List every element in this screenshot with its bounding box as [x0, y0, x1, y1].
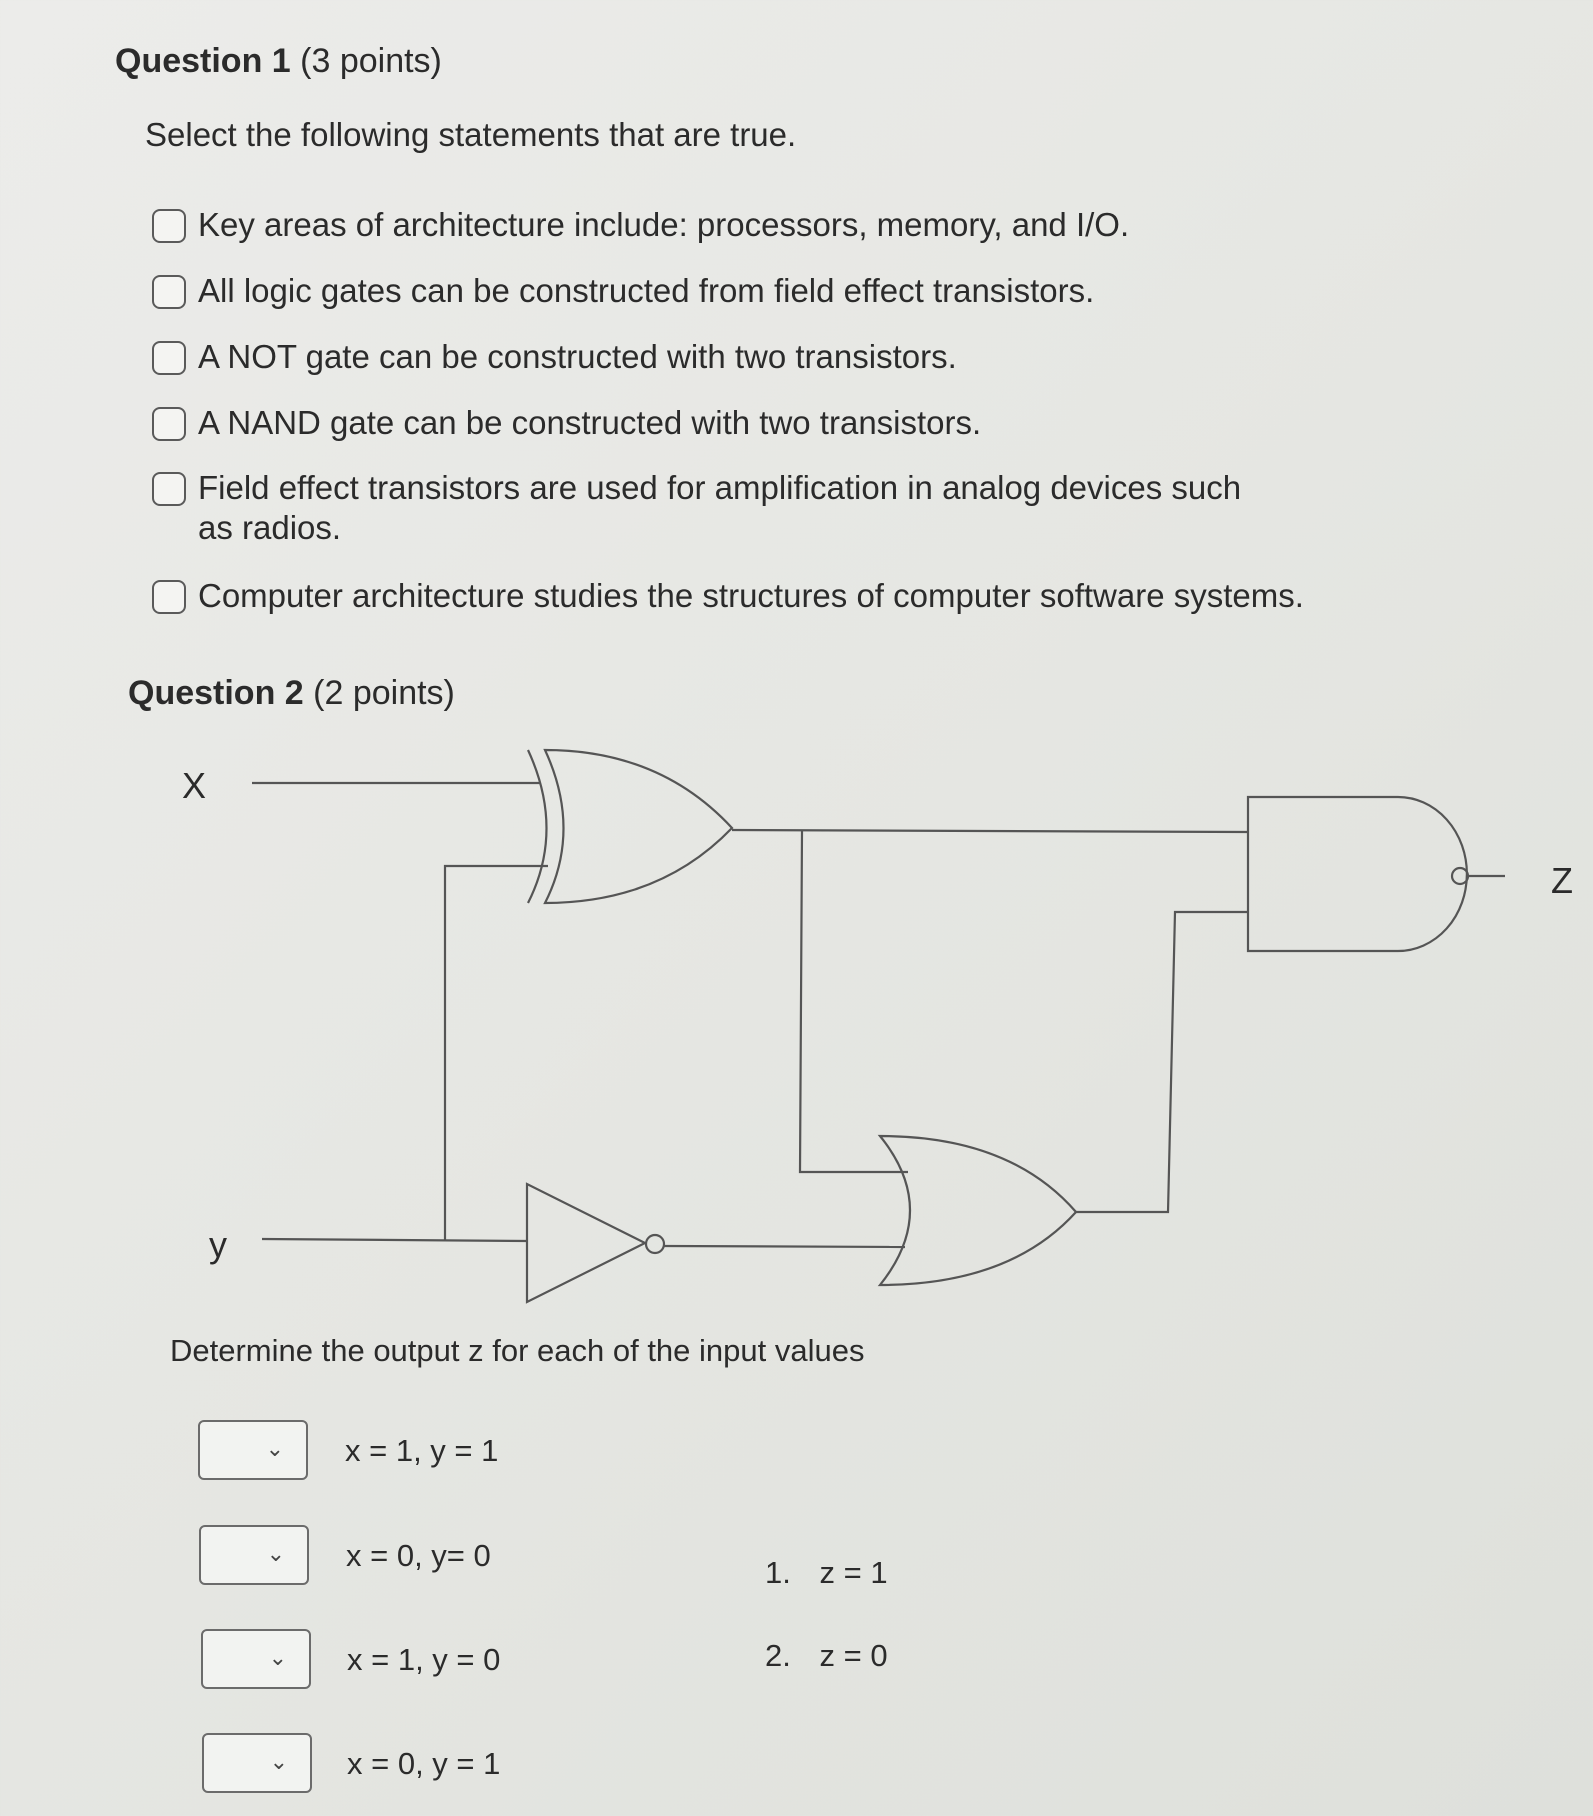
wire-y	[262, 1239, 528, 1241]
option-label: A NOT gate can be constructed with two transistors.	[198, 338, 957, 375]
input-y-label: y	[209, 1224, 227, 1265]
question-2-points: (2 points)	[313, 674, 455, 712]
option-label: A NAND gate can be constructed with two transistors.	[198, 404, 982, 441]
match-label: x = 0, y= 0	[346, 1538, 491, 1573]
match-label: x = 1, y = 0	[347, 1642, 501, 1677]
chevron-down-icon: ⌄	[265, 1436, 284, 1461]
not-bubble	[646, 1235, 664, 1253]
dropdown-2[interactable]	[199, 1525, 309, 1585]
dropdown-4[interactable]	[202, 1733, 312, 1793]
or-gate	[880, 1136, 1076, 1285]
dropdown-1[interactable]	[198, 1420, 308, 1480]
xor-gate-back-curve	[528, 750, 547, 903]
question-1-number: Question 1	[115, 42, 291, 80]
input-x-label: X	[182, 765, 207, 806]
answer-item-2	[765, 1638, 888, 1674]
output-z-label: Z	[1551, 860, 1573, 901]
nand-bubble	[1452, 868, 1468, 884]
answer-number: 1.	[765, 1555, 791, 1590]
question-2-number: Question 2	[128, 674, 304, 712]
wire-xor-to-nand	[732, 830, 1248, 832]
chevron-down-icon: ⌄	[269, 1749, 288, 1774]
option-label: All logic gates can be constructed from field effect transistors.	[198, 272, 1095, 309]
answer-item-1	[765, 1555, 888, 1591]
wire-or-to-nand	[1076, 912, 1248, 1212]
chevron-down-icon: ⌄	[266, 1541, 285, 1566]
option-label: Key areas of architecture include: processors, memory, and I/O.	[198, 206, 1130, 243]
match-label: x = 0, y = 1	[347, 1746, 501, 1781]
answer-text: z = 1	[819, 1555, 888, 1590]
nand-gate	[1248, 797, 1467, 951]
chevron-down-icon: ⌄	[268, 1645, 287, 1670]
answer-text: z = 0	[819, 1638, 888, 1673]
question-1-prompt: Select the following statements that are true.	[145, 116, 797, 153]
wire-xor-to-or	[800, 831, 908, 1172]
dropdown-3[interactable]	[201, 1629, 311, 1689]
xor-gate	[545, 750, 732, 903]
wire-not-to-or	[664, 1246, 905, 1247]
wire-y-to-xor	[445, 866, 548, 1241]
option-label: Field effect transistors are used for amplification in analog devices such as radios.	[198, 469, 1242, 546]
question-1-points: (3 points)	[300, 42, 442, 80]
not-gate	[527, 1184, 645, 1302]
answer-number: 2.	[765, 1638, 791, 1673]
match-label: x = 1, y = 1	[345, 1433, 499, 1468]
option-label: Computer architecture studies the structures of computer software systems.	[198, 577, 1304, 614]
question-2-prompt: Determine the output z for each of the input values	[170, 1333, 865, 1368]
